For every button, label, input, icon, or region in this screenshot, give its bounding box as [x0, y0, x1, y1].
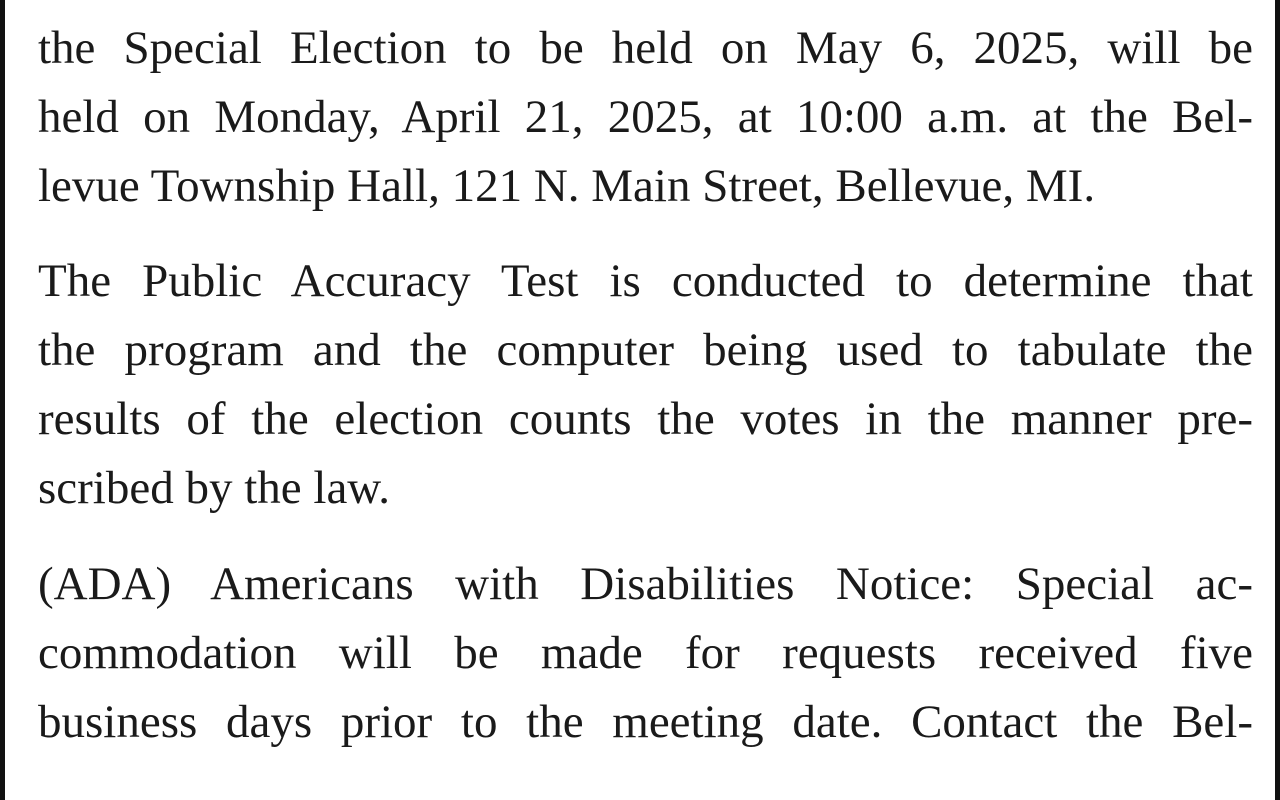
text-line: (ADA) Americans with Disabilities Notice: Special ac-: [38, 558, 1253, 610]
text-line: the Special Election to be held on May 6, 2025, will be: [38, 22, 1253, 74]
text-line: commodation will be made for requests received five: [38, 627, 1253, 679]
election-date-paragraph: [38, 14, 1253, 221]
text-line: results of the election counts the votes in the manner pre-: [38, 393, 1253, 445]
text-line: business days prior to the meeting date. Contact the Bel-: [38, 696, 1253, 748]
ada-notice-paragraph: [38, 550, 1253, 757]
text-line: The Public Accuracy Test is conducted to determine that: [38, 255, 1253, 307]
text-line: held on Monday, April 21, 2025, at 10:00 a.m. at the Bel-: [38, 91, 1253, 143]
text-line: levue Township Hall, 121 N. Main Street, Bellevue, MI.: [38, 160, 1096, 212]
text-line: scribed by the law.: [38, 462, 390, 514]
accuracy-test-paragraph: [38, 247, 1253, 523]
text-line: the program and the computer being used to tabulate the: [38, 324, 1253, 376]
